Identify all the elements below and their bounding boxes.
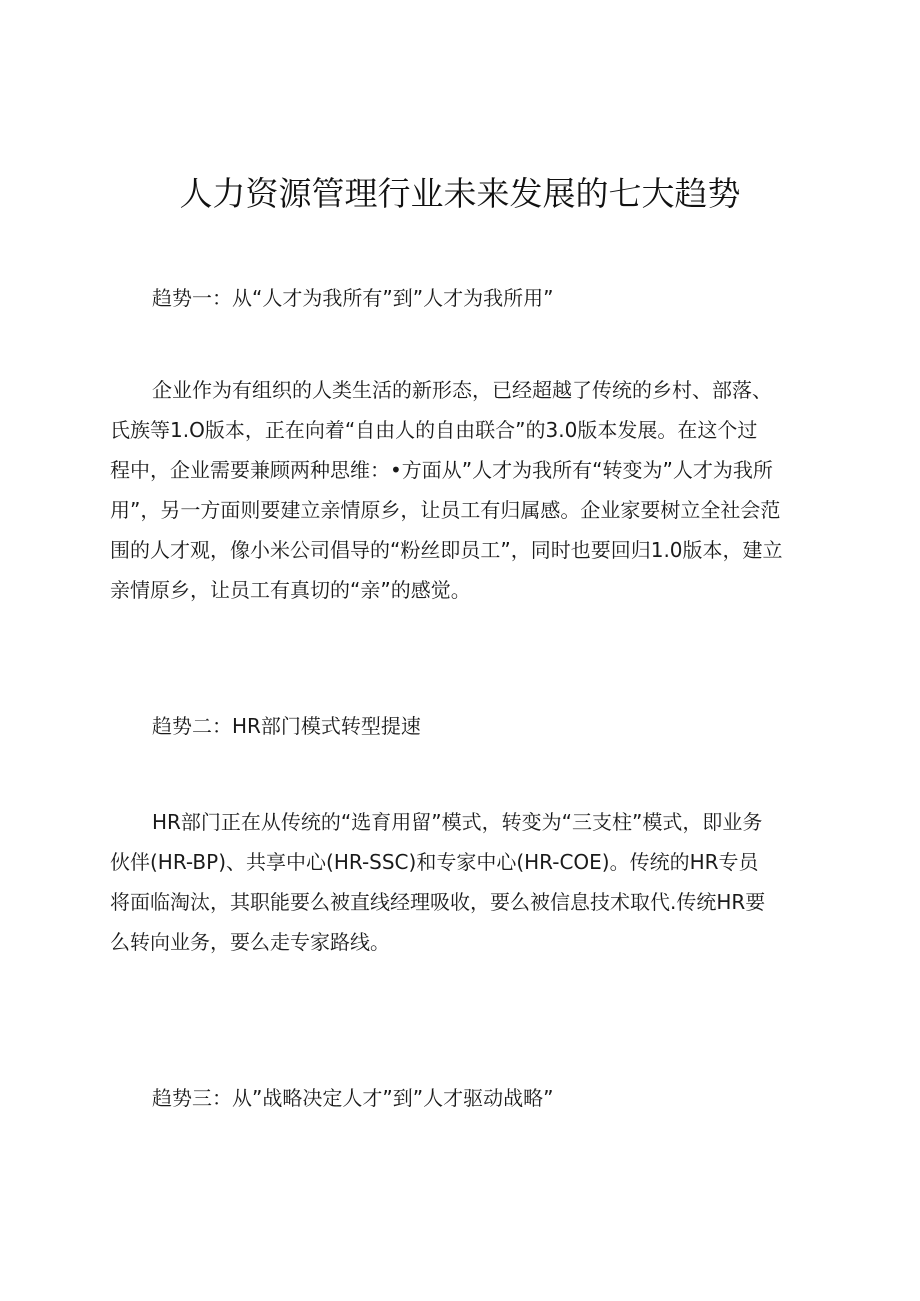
paragraph-line: HR部门正在从传统的“选育用留”模式，转变为“三支柱”模式，即业务 [152,810,763,834]
paragraph-line: 亲情原乡，让员工有真切的“亲”的感觉。 [110,578,471,602]
section-paragraph-2 [110,802,828,962]
paragraph-line: 氏族等1.O版本，正在向着“自由人的自由联合”的3.0版本发展。在这个过 [110,418,758,442]
section-heading-2: 趋势二：HR部门模式转型提速 [152,714,421,738]
section-heading-1: 趋势一：从“人才为我所有”到”人才为我所用” [152,286,554,310]
paragraph-line: 么转向业务，要么走专家路线。 [110,930,390,954]
page-title: 人力资源管理行业未来发展的七大趋势 [179,174,741,213]
paragraph-line: 将面临淘汰，其职能要么被直线经理吸收，要么被信息技术取代.传统HR要 [110,890,766,914]
paragraph-line: 用”，另一方面则要建立亲情原乡，让员工有归属感。企业家要树立全社会范 [110,498,781,522]
paragraph-line: 伙伴(HR-BP)、共享中心(HR-SSC)和专家中心(HR-COE)。传统的HR专员 [110,850,759,874]
paragraph-line: 围的人才观，像小米公司倡导的“粉丝即员工”，同时也要回归1.0版本，建立 [110,538,783,562]
paragraph-line: 程中，企业需要兼顾两种思维：•方面从”人才为我所有“转变为”人才为我所 [110,458,773,482]
paragraph-line: 企业作为有组织的人类生活的新形态，已经超越了传统的乡村、部落、 [152,378,772,402]
section-heading-3: 趋势三：从”战略决定人才”到”人才驱动战略” [152,1086,554,1110]
section-paragraph-1 [110,370,828,610]
